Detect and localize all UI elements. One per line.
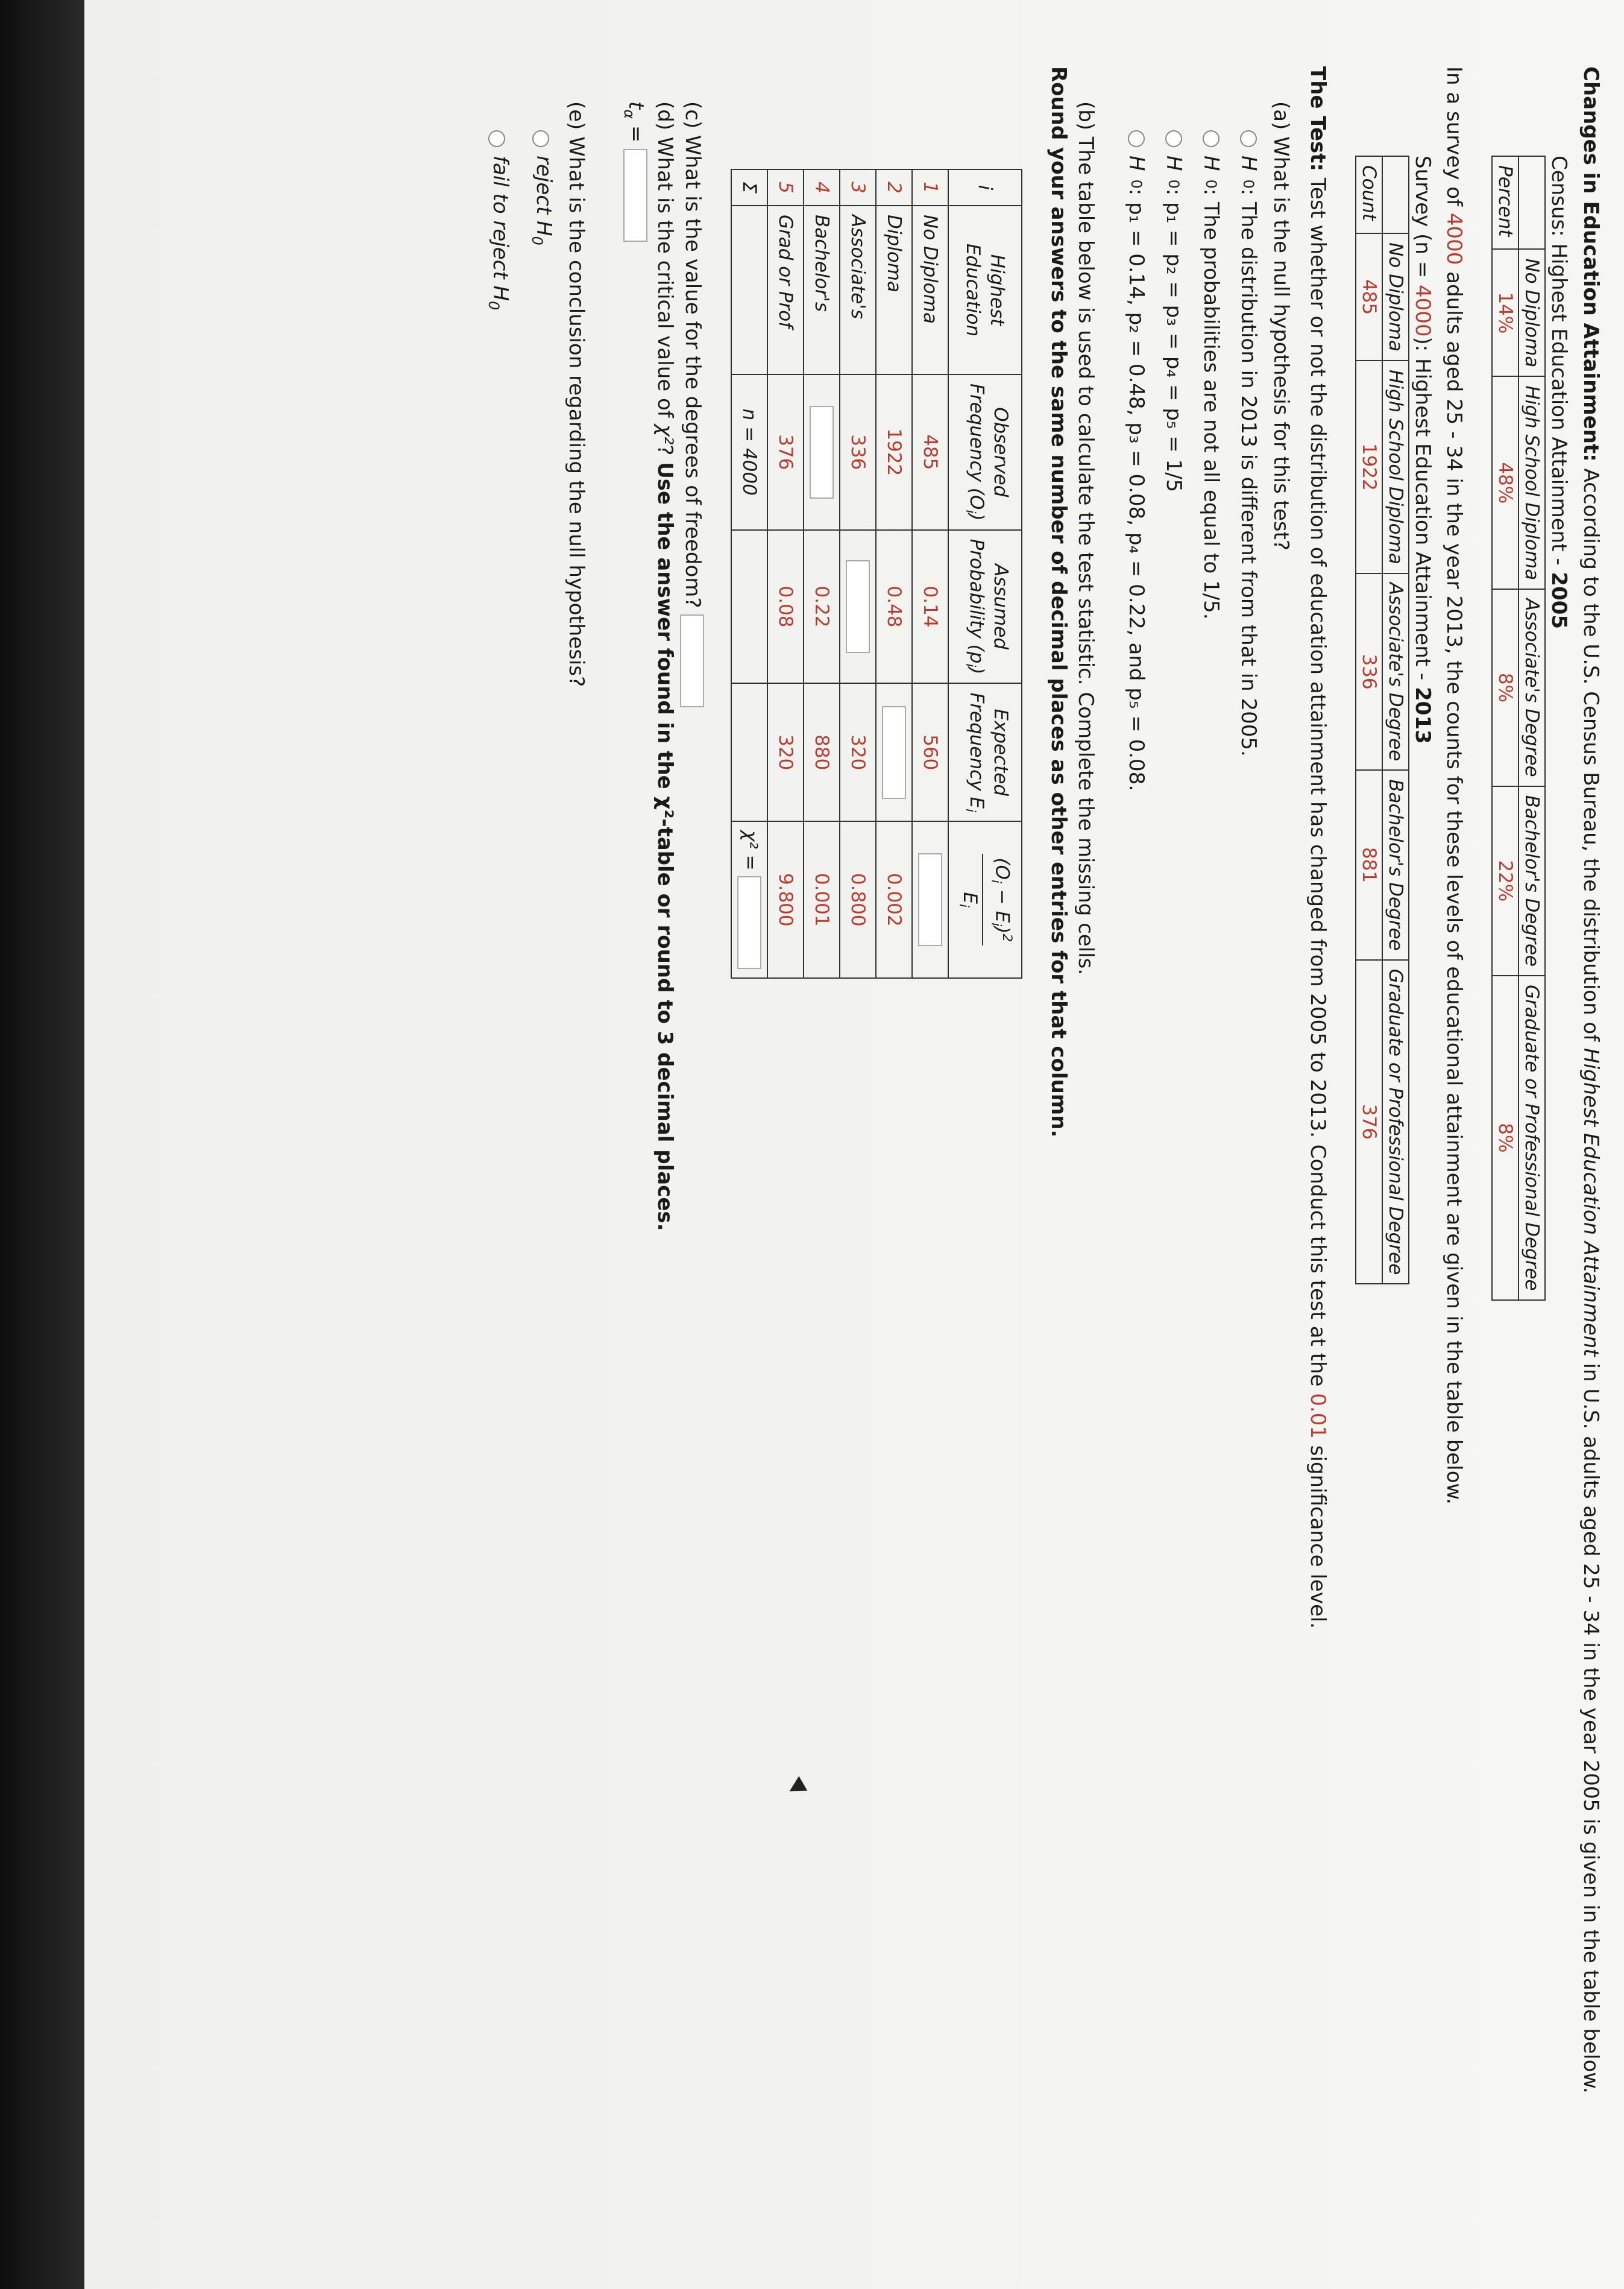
header-expected: Expected Frequency $E_i$ [948, 683, 1022, 821]
survey-value: 485 [1356, 233, 1382, 361]
header-chi-contribution [948, 821, 1022, 978]
survey-intro: In a survey of 4000 adults aged 25 - 34 in the year 2013, the counts for these levels of educational attainment are given in the table below. [1442, 66, 1466, 1505]
survey-value: 881 [1356, 770, 1382, 959]
census-header: Associate's Degree [1519, 589, 1545, 786]
sigma-symbol: Σ [731, 169, 767, 206]
census-header: No Diploma [1519, 249, 1545, 376]
totals-row [731, 169, 767, 978]
critical-value-line: $t_\alpha$ = [615, 101, 652, 2249]
census-value: 8% [1492, 589, 1519, 786]
reject-option[interactable]: reject $H_0$ [519, 130, 563, 2249]
census-value: 8% [1492, 976, 1519, 1300]
observed-input-4[interactable] [810, 406, 834, 499]
census-header: Graduate or Professional Degree [1519, 976, 1545, 1300]
header-i: i [948, 169, 1022, 206]
expected-cell-2 [876, 683, 912, 821]
chi-input-1[interactable] [918, 853, 942, 946]
census-header: Bachelor's Degree [1519, 786, 1545, 976]
screen [84, 0, 1624, 2289]
prob-cell-3 [840, 530, 876, 684]
critical-value-input[interactable] [623, 149, 647, 242]
part-d-question: (d) What is the critical value of χ²? Use the answer found in the χ²-table or round to 3 decimal places. [653, 101, 678, 1231]
null-option-3[interactable]: H 0 : p₁ = p₂ = p₃ = p₄ = p₅ = 1/5 [1155, 130, 1192, 2249]
intro-paragraph: Changes in Education Attainment: According to the U.S. Census Bureau, the distribution of Highest Education Attainment in U.S. adults aged 25 - 34 in the year 2005 is given in the table below. [1579, 66, 1603, 2094]
census-table [1491, 156, 1546, 1301]
survey-header: Associate's Degree [1382, 573, 1409, 770]
part-a-question: (a) What is the null hypothesis for this test? [1269, 101, 1293, 551]
monitor-bezel [0, 0, 84, 2289]
radio-button[interactable] [1128, 130, 1145, 147]
radio-button[interactable] [488, 130, 505, 147]
survey-header: Bachelor's Degree [1382, 770, 1409, 959]
table-row: 2 Diploma 1922 0.48 0.002 [876, 169, 912, 978]
chi-fraction: $(O_i - E_i)^2$ $E_i$ [951, 854, 1019, 946]
radio-button[interactable] [1203, 130, 1220, 147]
census-value: 48% [1492, 376, 1519, 589]
table-row: 3 Associate's 336 320 0.800 [840, 169, 876, 978]
part-e-question: (e) What is the conclusion regarding the null hypothesis? [564, 101, 589, 687]
survey-header: No Diploma [1382, 233, 1409, 361]
df-input[interactable] [680, 614, 704, 707]
census-header: High School Diploma [1519, 376, 1545, 589]
census-row-label: Percent [1492, 156, 1519, 249]
chi-total-cell: χ² = [731, 821, 767, 978]
prob-input-3[interactable] [846, 560, 870, 653]
expected-input-2[interactable] [882, 706, 906, 799]
survey-table [1355, 156, 1409, 1284]
null-option-4[interactable]: H 0 : p₁ = 0.14, p₂ = 0.48, p₃ = 0.08, p₄ = 0.22, and p₅ = 0.08. [1118, 130, 1155, 2249]
survey-header: High School Diploma [1382, 361, 1409, 573]
problem-title: Changes in Education Attainment: [1579, 66, 1603, 462]
obs-cell-4 [804, 374, 840, 530]
survey-value: 336 [1356, 573, 1382, 770]
chi-cell-1 [912, 821, 948, 978]
survey-header: Graduate or Professional Degree [1382, 960, 1409, 1284]
survey-caption: Survey (n = 4000): Highest Education Attainment - 2013 [1411, 156, 1435, 744]
chi-total-input[interactable] [737, 876, 761, 969]
rounding-instructions: Round your answers to the same number of decimal places as other entries for that column. [1046, 66, 1071, 1138]
null-option-1[interactable]: H 0 : The distribution in 2013 is different from that in 2005. [1230, 130, 1267, 2249]
fail-to-reject-option[interactable]: fail to reject $H_0$ [475, 130, 519, 2249]
header-education: Highest Education [948, 206, 1022, 374]
survey-value: 376 [1356, 960, 1382, 1284]
radio-button[interactable] [532, 130, 549, 147]
header-observed: Observed Frequency $(O_i)$ [948, 374, 1022, 530]
survey-row-label: Count [1356, 156, 1382, 233]
sample-size: n = 4000 [731, 374, 767, 530]
table-row: 5 Grad or Prof 376 0.08 320 9.800 [767, 169, 804, 978]
null-option-2[interactable]: H 0 : The probabilities are not all equal to 1/5. [1192, 130, 1230, 2249]
content [475, 66, 1606, 2249]
part-c-question: (c) What is the value for the degrees of freedom? [679, 101, 707, 2249]
header-assumed: Assumed Probability $(p_i)$ [948, 530, 1022, 684]
census-corner [1519, 156, 1545, 249]
part-b-instructions: (b) The table below is used to calculate the test statistic. Complete the missing cells. [1074, 101, 1098, 976]
table-row: 1 No Diploma 485 0.14 560 [912, 169, 948, 978]
table-row: 4 Bachelor's 0.22 880 0.001 [804, 169, 840, 978]
census-value: 22% [1492, 786, 1519, 976]
census-value: 14% [1492, 249, 1519, 376]
survey-corner [1382, 156, 1409, 233]
chi-square-table [731, 169, 1022, 979]
census-caption: Census: Highest Education Attainment - 2005 [1547, 156, 1571, 630]
radio-button[interactable] [1240, 130, 1257, 147]
radio-button[interactable] [1165, 130, 1182, 147]
test-description: The Test: Test whether or not the distribution of education attainment has changed from 2005 to 2013. Conduct this test at the 0.01 significance level. [1306, 66, 1330, 1629]
survey-value: 1922 [1356, 361, 1382, 573]
